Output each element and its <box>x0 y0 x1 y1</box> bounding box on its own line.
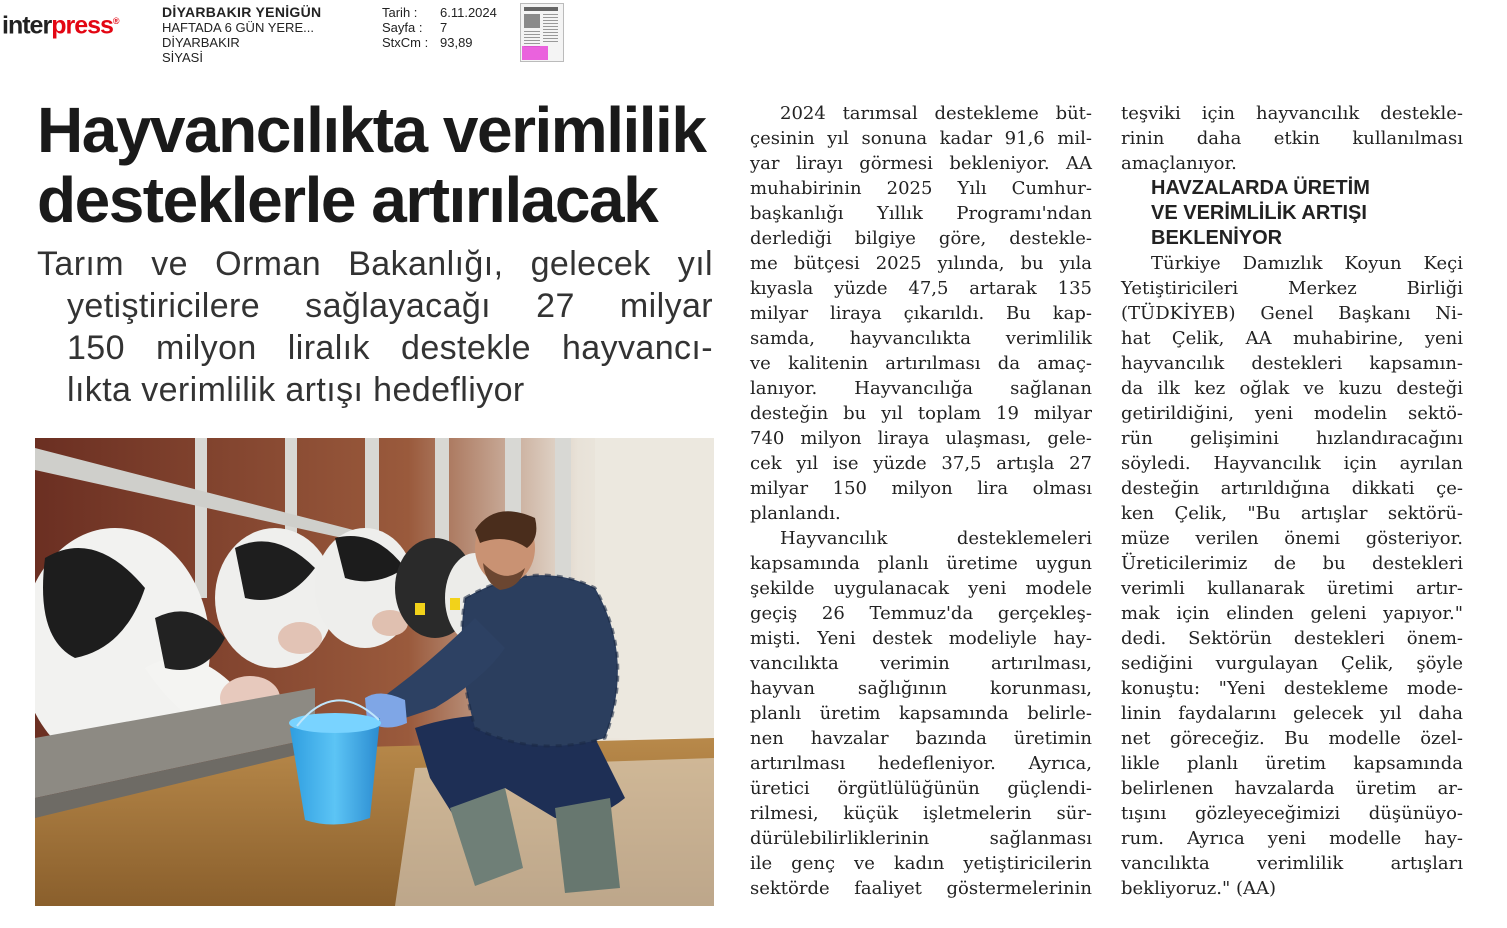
section-heading: HAVZALARDA ÜRETİM <box>1151 177 1370 199</box>
body-line: getirildiğini, yeni modelin sektö- <box>1121 403 1463 424</box>
body-line: rün gelişimini hızlandıracağını <box>1121 428 1463 449</box>
body-line: hat Çelik, AA muhabirine, yeni <box>1121 328 1463 349</box>
body-line: derlediği bilgiye göre, destekle- <box>750 228 1092 249</box>
field-value: 7 <box>440 20 448 35</box>
publication-category: SİYASİ <box>162 50 203 65</box>
body-line: amaçlanıyor. <box>1121 153 1237 174</box>
body-line: söyledi. Hayvancılık için ayrılan <box>1121 453 1463 474</box>
body-line: desteğin artırıldığına dikkati çe- <box>1121 478 1463 499</box>
body-line: rum. Ayrıca yeni modelle hay- <box>1121 828 1463 849</box>
body-line: konuştu: "Yeni destekleme mode- <box>1121 678 1463 699</box>
stxcm-field <box>382 35 497 50</box>
body-line: Yetiştiricileri Merkez Birliği <box>1121 278 1463 299</box>
subhead-line: yetiştiricilere sağlayacağı 27 milyar <box>67 287 713 325</box>
body-line: dedi. Sektörün destekleri önem- <box>1121 628 1463 649</box>
body-line: tışını gözleyeceğimizi düşünüyo- <box>1121 803 1463 824</box>
body-line: planlandı. <box>750 503 841 524</box>
body-line: teşviki için hayvancılık destekle- <box>1121 103 1463 124</box>
body-line: lanıyor. Hayvancılığa sağlanan <box>750 378 1092 399</box>
body-line: milyar 150 milyon lira olması <box>750 478 1092 499</box>
body-line: sediğini vurgulayan Çelik, şöyle <box>1121 653 1463 674</box>
body-line: geçiş 26 Temmuz'da gerçekleş- <box>750 603 1092 624</box>
body-line: ken Çelik, "Bu artışlar sektörü- <box>1121 503 1463 524</box>
body-line: milyar liraya çıkarıldı. Bu kap- <box>750 303 1092 324</box>
body-line: dürülebilirliklerinin sağlanması <box>750 828 1092 849</box>
body-line: (TÜDKİYEB) Genel Başkanı Ni- <box>1121 303 1463 324</box>
article-headline <box>37 95 737 235</box>
page-thumbnail[interactable] <box>520 3 564 62</box>
body-line: kıyasla yüzde 47,5 artarak 135 <box>750 278 1092 299</box>
body-line: şekilde uygulanacak yeni modele <box>750 578 1092 599</box>
publication-name: DİYARBAKIR YENİGÜN <box>162 4 322 20</box>
page-field <box>382 20 497 35</box>
body-line: hayvan sağlığının korunması, <box>750 678 1092 699</box>
interpress-logo: interpress® <box>2 11 120 40</box>
article-subheadline <box>37 243 713 411</box>
body-line: müze verilen önemi gösteriyor. <box>1121 528 1463 549</box>
body-line: mak için elinden geleni yapıyor." <box>1121 603 1463 624</box>
subhead-line: Tarım ve Orman Bakanlığı, gelecek yıl <box>37 245 713 283</box>
body-line: da ilk kez oğlak ve kuzu desteği <box>1121 378 1463 399</box>
body-line: verimli kullanarak üretimi artır- <box>1121 578 1463 599</box>
body-line: sektörde faaliyet göstermelerinin <box>750 878 1092 899</box>
body-line: artırılması hedefleniyor. Ayrıca, <box>750 753 1092 774</box>
body-line: belirlenen havzalarda üretim ar- <box>1121 778 1463 799</box>
body-line: yar lirayı görmesi bekleniyor. AA <box>750 153 1092 174</box>
field-label: StxCm : <box>382 35 429 50</box>
body-line: desteğin bu yıl toplam 19 milyar <box>750 403 1092 424</box>
body-line: üretici örgütlülüğünün güçlendi- <box>750 778 1092 799</box>
date-field <box>382 5 497 20</box>
publication-city: DİYARBAKIR <box>162 35 240 50</box>
body-line: hayvancılık destekleri kapsamın- <box>1121 353 1463 374</box>
clipping-fields <box>382 5 497 50</box>
section-heading: BEKLENİYOR <box>1151 227 1283 249</box>
body-line: ile genç ve kadın yetiştiricilerin <box>750 853 1092 874</box>
body-line: başkanlığı Yıllık Programı'ndan <box>750 203 1092 224</box>
article-column-1 <box>750 101 1092 901</box>
publication-frequency: HAFTADA 6 GÜN YERE... <box>162 20 314 35</box>
field-value: 6.11.2024 <box>440 5 497 20</box>
field-label: Sayfa : <box>382 20 423 35</box>
body-line: linin faydalarını gelecek yıl daha <box>1121 703 1463 724</box>
subhead-line: 150 milyon liralık destekle hayvancı- <box>67 329 713 367</box>
body-line: çesinin yıl sonuna kadar 91,6 mil- <box>750 128 1092 149</box>
article-column-2 <box>1121 101 1463 901</box>
headline-line: Hayvancılıkta verimlilik <box>37 94 706 166</box>
body-line: net göreceğiz. Bu modelle özel- <box>1121 728 1463 749</box>
body-line: kapsamında planlı üretime uygun <box>750 553 1092 574</box>
body-line: vancılıkta verimlilik artışları <box>1121 853 1463 874</box>
body-line: Türkiye Damızlık Koyun Keçi <box>1151 253 1463 274</box>
headline-line: desteklerle artırılacak <box>37 164 658 236</box>
farmer-feeding-cows-photo <box>35 438 714 906</box>
body-line: samda, hayvancılıkta verimlilik <box>750 328 1092 349</box>
body-line: me bütçesi 2025 yılında, bu yıla <box>750 253 1092 274</box>
body-line: likle planlı üretim kapsamında <box>1121 753 1463 774</box>
body-line: Üreticilerimiz de bu destekleri <box>1121 553 1463 574</box>
body-line: planlı üretim kapsamında belirle- <box>750 703 1092 724</box>
body-line: vancılıkta verimin artırılması, <box>750 653 1092 674</box>
body-line: 2024 tarımsal destekleme büt- <box>780 103 1092 124</box>
body-line: Hayvancılık desteklemeleri <box>780 528 1092 549</box>
body-line: ve kalitenin artırılması da amaç- <box>750 353 1092 374</box>
subhead-line: lıkta verimlilik artışı hedefliyor <box>67 371 525 409</box>
body-line: bekliyoruz." (AA) <box>1121 878 1277 899</box>
body-line: mişti. Yeni destek modeliyle hay- <box>750 628 1092 649</box>
body-line: muhabirinin 2025 Yılı Cumhur- <box>750 178 1092 199</box>
section-heading: VE VERİMLİLİK ARTIŞI <box>1151 202 1367 224</box>
body-line: 740 milyon liraya ulaşması, gele- <box>750 428 1092 449</box>
body-line: rilmesi, küçük işletmelerin sür- <box>750 803 1092 824</box>
body-line: nen havzalar bazında üretimin <box>750 728 1092 749</box>
field-value: 93,89 <box>440 35 473 50</box>
publication-info <box>162 5 321 65</box>
field-label: Tarih : <box>382 5 418 20</box>
body-line: cek yıl ise yüzde 37,5 artışla 27 <box>750 453 1092 474</box>
body-line: rinin daha etkin kullanılması <box>1121 128 1463 149</box>
